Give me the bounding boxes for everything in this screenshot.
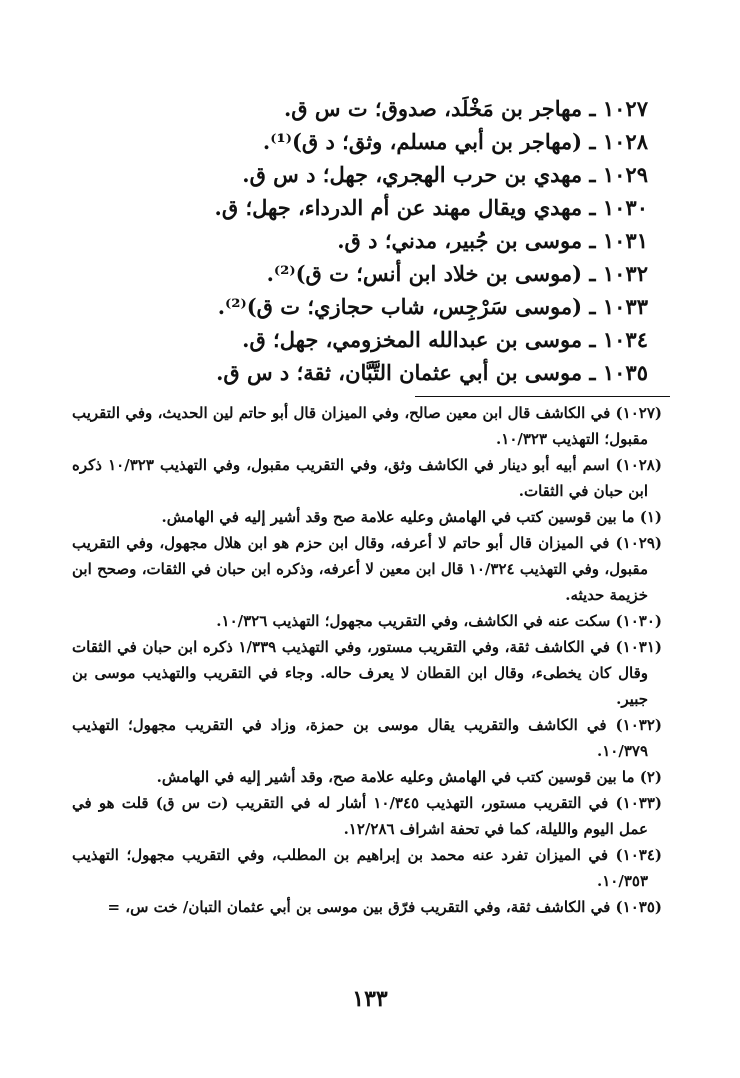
footnote-1028: (١٠٢٨) اسم أبيه أبو دينار في الكاشف وثق، وفي التقريب مقبول، وفي التهذيب ١٠/٣٢٣ ذكره ابن حبان في الثقات. xyxy=(72,456,662,500)
footnote-1031: (١٠٣١) في الكاشف ثقة، وفي التقريب مستور، وفي التهذيب ١/٣٣٩ ذكره ابن حبان في الثقات وقال كان يخطىء، وقال ابن القطان لا يعرف حاله. وجاء في التقريب والتهذيب موسى بن جبير. xyxy=(72,638,662,708)
entry-1032: ١٠٣٢ ـ (موسى بن خلاد ابن أنس؛ ت ق)⁽²⁾. xyxy=(266,261,648,286)
entry-1033: ١٠٣٣ ـ (موسى سَرْجِس، شاب حجازي؛ ت ق)⁽²⁾. xyxy=(217,294,648,319)
footnote-1035: (١٠٣٥) في الكاشف ثقة، وفي التقريب فرّق بين موسى بن أبي عثمان التبان/ خت س، = xyxy=(107,898,662,916)
entry-list xyxy=(88,92,648,389)
footnote-1034: (١٠٣٤) في الميزان تفرد عنه محمد بن إبراهيم بن المطلب، وفي التقريب مجهول؛ التهذيب ١٠/٣٥٣. xyxy=(72,846,662,890)
entry-1028: ١٠٢٨ ـ (مهاجر بن أبي مسلم، وثق؛ د ق)⁽¹⁾. xyxy=(262,129,648,154)
entry-1031: ١٠٣١ ـ موسى بن جُبير، مدني؛ د ق. xyxy=(337,228,648,253)
entry-1029: ١٠٢٩ ـ مهدي بن حرب الهجري، جهل؛ د س ق. xyxy=(242,162,648,187)
footnote-marker-2: (٢) ما بين قوسين كتب في الهامش وعليه علامة صح، وقد أشير إليه في الهامش. xyxy=(156,768,662,786)
footnote-separator xyxy=(415,396,670,397)
entry-1030: ١٠٣٠ ـ مهدي ويقال مهند عن أم الدرداء، جهل؛ ق. xyxy=(214,195,648,220)
page-number: ١٣٣ xyxy=(352,986,388,1012)
footnote-1029: (١٠٢٩) في الميزان قال أبو حاتم لا أعرفه، وقال ابن حزم هو ابن هلال مجهول، وفي التقريب مقبول، وفي التهذيب ١٠/٣٢٤ قال ابن معين لا أعرفه، وذكره ابن حبان في الثقات، وصحح ابن خزيمة حديثه. xyxy=(72,534,662,604)
footnote-1027: (١٠٢٧) في الكاشف قال ابن معين صالح، وفي الميزان قال أبو حاتم لين الحديث، وفي التقريب مقبول؛ التهذيب ١٠/٣٢٣. xyxy=(72,404,662,448)
footnote-marker-1: (١) ما بين قوسين كتب في الهامش وعليه علامة صح وقد أشير إليه في الهامش. xyxy=(161,508,662,526)
footnote-1030: (١٠٣٠) سكت عنه في الكاشف، وفي التقريب مجهول؛ التهذيب ١٠/٣٢٦. xyxy=(216,612,662,630)
entry-1027: ١٠٢٧ ـ مهاجر بن مَخْلَد، صدوق؛ ت س ق. xyxy=(283,96,648,121)
footnote-1033: (١٠٣٣) في التقريب مستور، التهذيب ١٠/٣٤٥ أشار له في التقريب (ت س ق) قلت هو في عمل اليوم والليلة، كما في تحفة اشراف ١٢/٢٨٦. xyxy=(72,794,662,838)
entry-1034: ١٠٣٤ ـ موسى بن عبدالله المخزومي، جهل؛ ق. xyxy=(242,327,648,352)
footnote-1032: (١٠٣٢) في الكاشف والتقريب يقال موسى بن حمزة، وزاد في التقريب مجهول؛ التهذيب ١٠/٣٧٩. xyxy=(72,716,662,760)
entry-1035: ١٠٣٥ ـ موسى بن أبي عثمان التَّبَّان، ثقة؛ د س ق. xyxy=(216,360,648,385)
footnotes xyxy=(72,400,662,920)
